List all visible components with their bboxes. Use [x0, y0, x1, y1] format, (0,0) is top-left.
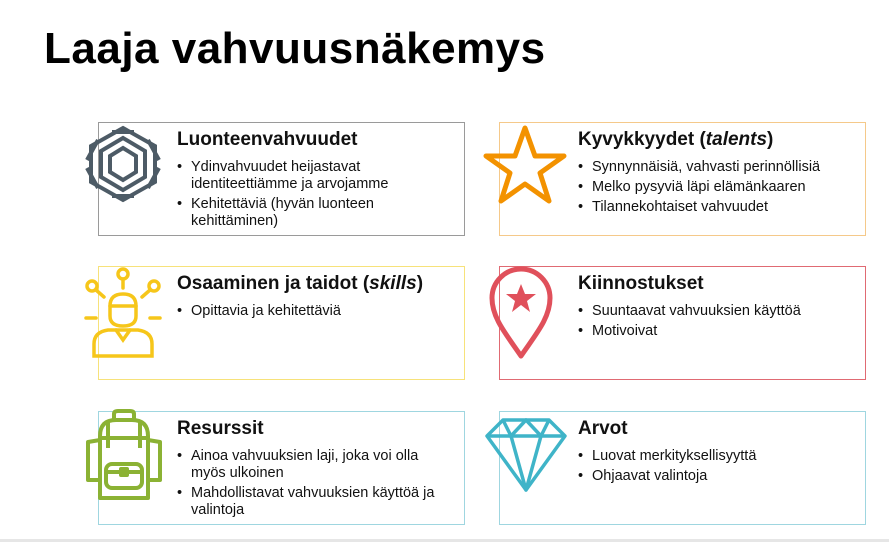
- person-ideas-icon: [82, 264, 164, 358]
- card-title: Luonteenvahvuudet: [177, 129, 358, 150]
- chain-ring-icon: [82, 124, 164, 204]
- bullet-item: • Mahdollistavat vahvuuksien käyttöä ja valintoja: [177, 485, 456, 519]
- card-title: Kyvykkyydet (talents): [578, 129, 774, 150]
- bullet-item: • Suuntaavat vahvuuksien käyttöä: [578, 303, 857, 320]
- bullet-item: • Motivoivat: [578, 323, 857, 340]
- card-title: Arvot: [578, 418, 628, 439]
- card-title: Resurssit: [177, 418, 264, 439]
- bullet-item: • Synnynnäisiä, vahvasti perinnöllisiä: [578, 159, 857, 176]
- diamond-icon: [483, 414, 569, 494]
- bullet-list: [177, 448, 456, 522]
- bullet-item: • Kehitettäviä (hyvän luonteen kehittäminen): [177, 196, 456, 230]
- card-title: Osaaminen ja taidot (skills): [177, 273, 424, 294]
- map-pin-star-icon: [486, 262, 556, 360]
- bullet-item: • Opittavia ja kehitettäviä: [177, 303, 456, 320]
- bullet-list: [578, 159, 857, 219]
- bullet-item: • Ydinvahvuudet heijastavat identiteettiämme ja arvojamme: [177, 159, 456, 193]
- bullet-item: • Ohjaavat valintoja: [578, 468, 857, 485]
- bullet-item: • Luovat merkityksellisyyttä: [578, 448, 857, 465]
- page-title: Laaja vahvuusnäkemys: [44, 24, 546, 73]
- bullet-item: • Tilannekohtaiset vahvuudet: [578, 199, 857, 216]
- star-icon: [482, 122, 568, 206]
- backpack-icon: [84, 408, 164, 502]
- bullet-item: • Melko pysyviä läpi elämänkaaren: [578, 179, 857, 196]
- bullet-list: [578, 448, 857, 488]
- bullet-list: [177, 159, 456, 233]
- card-title: Kiinnostukset: [578, 273, 704, 294]
- bullet-item: • Ainoa vahvuuksien laji, joka voi olla myös ulkoinen: [177, 448, 456, 482]
- bullet-list: [578, 303, 857, 343]
- bullet-list: [177, 303, 456, 323]
